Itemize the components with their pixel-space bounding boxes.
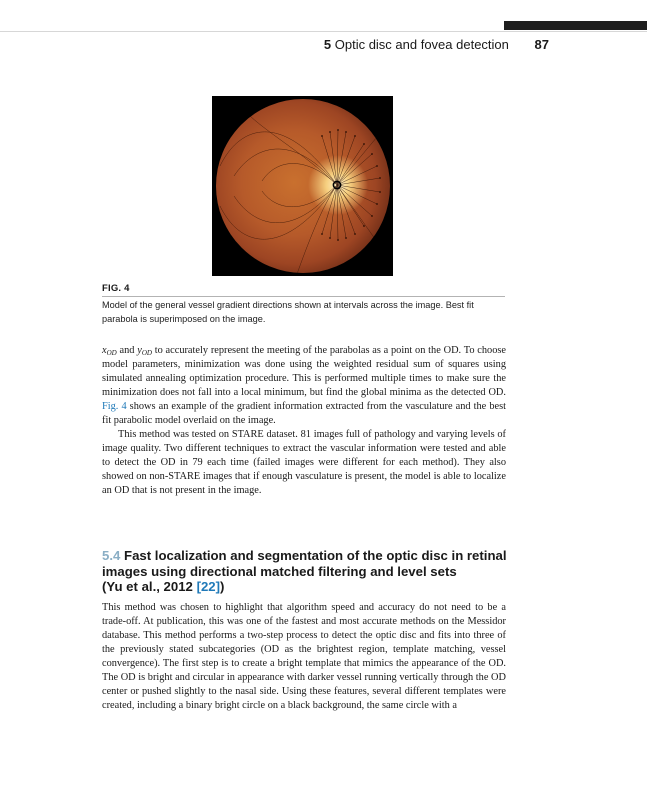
running-head (100, 37, 549, 52)
paragraph-2: This method was tested on STARE dataset. 81 images full of pathology and varying levels of image quality. Two different techniques to extract the vascular information were tested and able to detect the OD in 79 each time (failed images were different for each method). They also showed on non-STARE images that if enough vasculature is present, the model is able to localize an OD that is not present in the image. (102, 429, 506, 497)
citation-22-link[interactable]: [22] (196, 579, 221, 594)
figure-caption: Model of the general vessel gradient directions shown at intervals across the image. Best fit parabola is superimposed on the image. (102, 300, 474, 324)
header-bar (504, 21, 647, 30)
math-x-od: $x_{OD}$ (102, 345, 117, 357)
chapter-number: 5 (323, 37, 332, 52)
fundus-figure (212, 96, 393, 276)
figure-label: FIG. 4 (102, 283, 130, 294)
body-text-bottom (102, 601, 506, 713)
paragraph-1: $x_{OD}$ and $y_{OD}$ to accurately represent the meeting of the parabolas as a point on the OD. To choose model parameters, minimization was done using the weighted residual sum of squares using simulated annealing optimization procedure. This is performed multiple times to make sure the minimization does not fall into a local minimum, but find the global minima as the detected OD. Fig. 4 shows an example of the gradient information extracted from the vasculature and the best fit parabolic model overlaid on the image. (102, 345, 506, 427)
section-number: 5.4 (102, 548, 121, 563)
body-text-top (102, 344, 506, 499)
paragraph-3: This method was chosen to highlight that algorithm speed and accuracy do not need to be a trade-off. At publication, this was one of the fastest and most accurate methods on the Messidor database. This method performs a two-step process to detect the optic disc and fits into three of the previously stated subcategories (OD as the brightest region, template matching, vessel convergence). The first step is to create a bright template that mimics the appearance of the OD. The OD is bright and circular in appearance with darker vessel running vertically through the OD center or pushed slightly to the nasal side. Using these features, several different templates were created, including a binary bright circle on a black background, the same circle with a (102, 602, 506, 712)
header-rule (0, 31, 647, 32)
math-y-od: $y_{OD}$ (137, 345, 152, 357)
figure-rule (102, 296, 505, 297)
section-heading: 5.4 Fast localization and segmentation of the optic disc in retinal images using directional matched filtering and level sets (Yu et al., 2012 [22]) (102, 548, 507, 594)
figure-4-link[interactable]: Fig. 4 (102, 401, 127, 413)
section-title: Fast localization and segmentation of the optic disc in retinal images using directional matched filtering and level sets (102, 548, 507, 579)
page-number: 87 (534, 37, 549, 52)
chapter-title: Optic disc and fovea detection (334, 37, 509, 52)
